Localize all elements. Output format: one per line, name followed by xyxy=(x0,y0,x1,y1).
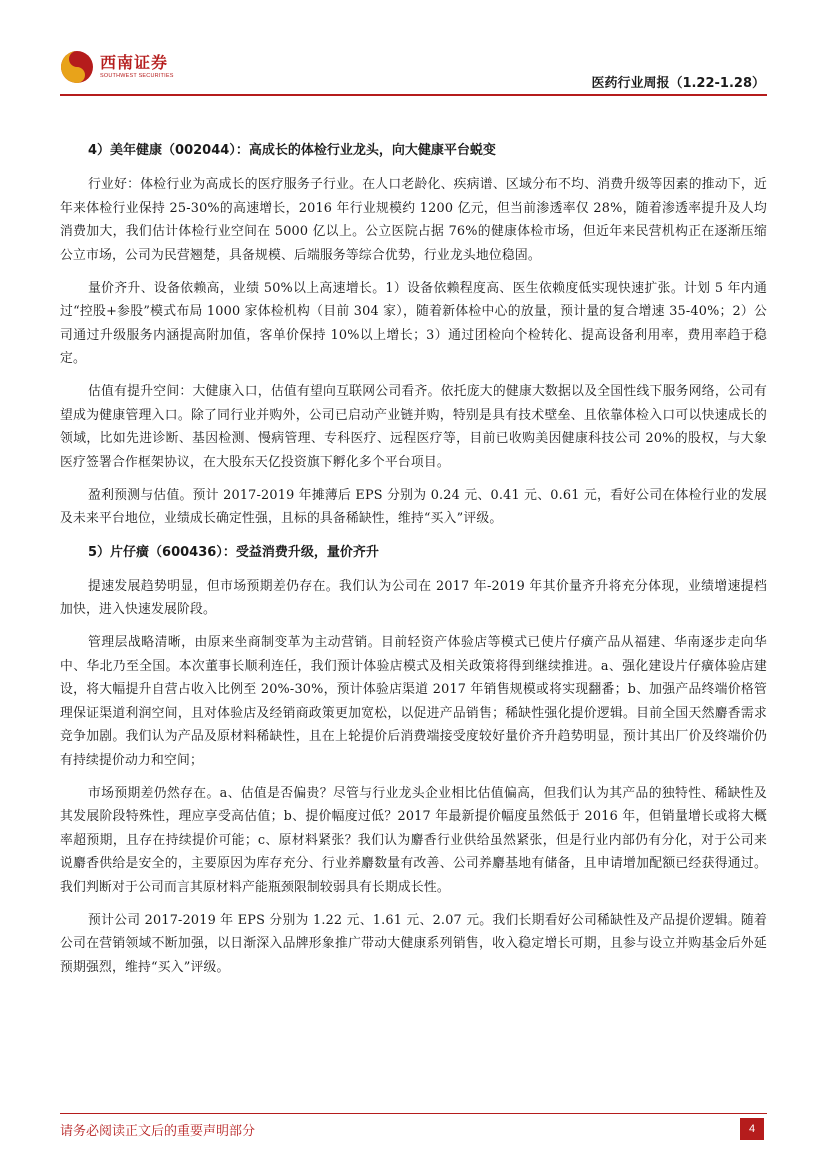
paragraph: 量价齐升、设备依赖高，业绩 50%以上高速增长。1）设备依赖程度高、医生依赖度低实现快速扩张。计划 5 年内通过“控股+参股”模式布局 1000 家体检机构（目前 304 家），随着新体检中心的放量，预计量的复合增速 35-40%；2）公司通过升级服务内涵提高附加值，客单价保持 10%以上增长；3）通过团检向个检转化、提高设备利用率，费用率趋于稳定。 xyxy=(60,280,767,366)
report-title: 医药行业周报（1.22-1.28） xyxy=(591,76,765,91)
paragraph: 提速发展趋势明显，但市场预期差仍存在。我们认为公司在 2017 年-2019 年其价量齐升将充分体现，业绩增速提档加快，进入快速发展阶段。 xyxy=(60,578,767,617)
footer-divider xyxy=(60,1113,767,1114)
paragraph: 预计公司 2017-2019 年 EPS 分别为 1.22 元、1.61 元、2.07 元。我们长期看好公司稀缺性及产品提价逻辑。随着公司在营销领域不断加强，以日渐深入品牌形象推广带动大健康系列销售，收入稳定增长可期，且参与设立并购基金后外延预期强烈，维持“买入”评级。 xyxy=(60,912,767,975)
logo-chinese-name: 西南证券 xyxy=(100,53,169,72)
paragraph: 市场预期差仍然存在。a、估值是否偏贵？尽管与行业龙头企业相比估值偏高，但我们认为其产品的独特性、稀缺性及其发展阶段特殊性，理应享受高估值；b、提价幅度过低？2017 年最新提价幅度虽然低于 2016 年，但销量增长或将大概率超预期，且存在持续提价可能；c、原材料紧张？我们认为麝香行业供给虽然紧张，但是行业内部仍有分化，对于公司来说麝香供给是安全的，主要原因为库存充分、行业养麝数量有改善、公司养麝基地有储备，且申请增加配额已经获得通过。我们判断对于公司而言其原材料产能瓶颈限制较弱具有长期成长性。 xyxy=(60,785,767,895)
page-header xyxy=(0,0,827,100)
paragraph: 盈利预测与估值。预计 2017-2019 年摊薄后 EPS 分别为 0.24 元、0.41 元、0.61 元，看好公司在体检行业的发展及未来平台地位，业绩成长确定性强，且标的具备稀缺性，维持“买入”评级。 xyxy=(60,487,767,526)
page-number: 4 xyxy=(740,1118,764,1140)
footer-disclaimer: 请务必阅读正文后的重要声明部分 xyxy=(60,1124,256,1139)
company-logo xyxy=(60,50,174,84)
logo-english-name: SOUTHWEST SECURITIES xyxy=(100,73,174,79)
logo-emblem-icon xyxy=(60,50,94,84)
section-title-pianzaihuang: 5）片仔癀（600436）：受益消费升级，量价齐升 xyxy=(88,544,379,560)
paragraph: 管理层战略清晰，由原来坐商制变革为主动营销。目前轻资产体验店等模式已使片仔癀产品从福建、华南逐步走向华中、华北乃至全国。本次董事长顺利连任，我们预计体验店模式及相关政策将得到继续推进。a、强化建设片仔癀体验店建设，将大幅提升自营占收入比例至 20%-30%，预计体验店渠道 2017 年销售规模或将实现翻番；b、加强产品终端价格管理保证渠道利润空间，且对体验店及经销商政策更加宽松，以促进产品销售；稀缺性强化提价逻辑。目前全国天然麝香需求竞争加剧。我们认为产品及原材料稀缺性，且在上轮提价后消费端接受度较好量价齐升趋势明显，预计其出厂价及终端价仍有持续提价动力和空间； xyxy=(60,635,767,768)
header-divider xyxy=(60,94,767,96)
paragraph: 行业好：体检行业为高成长的医疗服务子行业。在人口老龄化、疾病谱、区域分布不均、消费升级等因素的推动下，近年来体检行业保持 25-30%的高速增长，2016 年行业规模约 1200 亿元，但当前渗透率仅 28%，随着渗透率提升及人均消费加大，我们估计体检行业空间在 5000 亿以上。公立医院占据 76%的健康体检市场，但近年来民营机构正在逐渐压缩公立市场，公司为民营翘楚，具备规模、后端服务等综合优势，行业龙头地位稳固。 xyxy=(60,177,767,263)
paragraph: 估值有提升空间：大健康入口，估值有望向互联网公司看齐。依托庞大的健康大数据以及全国性线下服务网络，公司有望成为健康管理入口。除了同行业并购外，公司已启动产业链并购，特别是具有技术壁垒、且依靠体检入口可以快速成长的领域，比如先进诊断、基因检测、慢病管理、专科医疗、远程医疗等，目前已收购美因健康科技公司 20%的股权，与大象医疗签署合作框架协议，在大股东天亿投资旗下孵化多个平台项目。 xyxy=(60,384,767,470)
section-title-meinian: 4）美年健康（002044）：高成长的体检行业龙头，向大健康平台蜕变 xyxy=(88,143,496,158)
main-content xyxy=(60,141,767,989)
